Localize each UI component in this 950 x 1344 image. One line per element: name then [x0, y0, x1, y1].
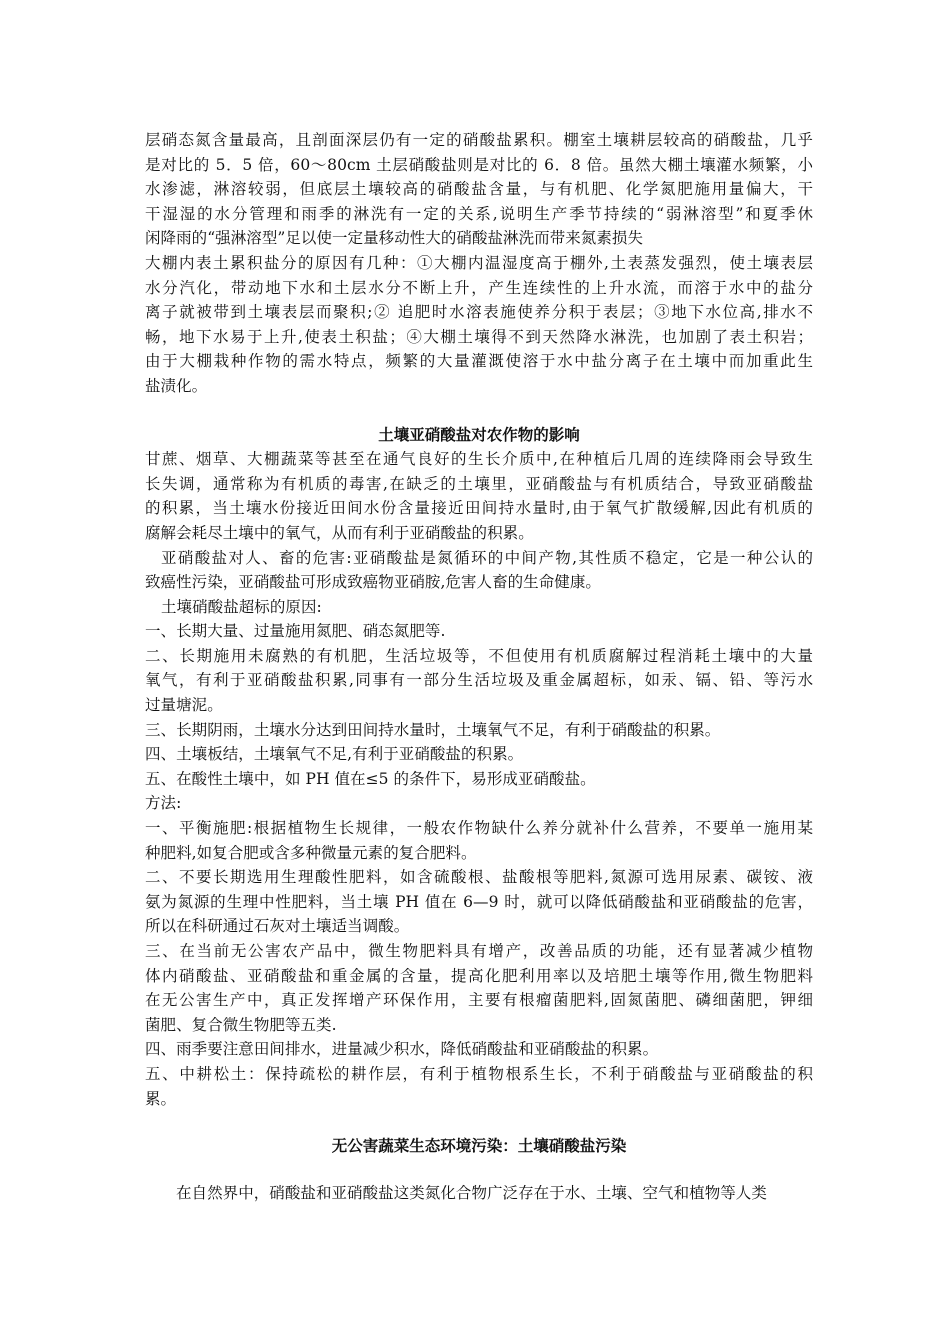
list-item: 四、土壤板结，土壤氧气不足,有利于亚硝酸盐的积累。: [145, 745, 524, 764]
list-item: 五、中耕松土：保持疏松的耕作层，有利于植物根系生长，不利于硝酸盐与亚硝酸盐的积: [145, 1064, 813, 1083]
list-causes: [145, 619, 813, 791]
text-line: 水渗滤，淋溶较弱，但底层土壤较高的硝酸盐含量，与有机肥、化学氮肥施用量偏大，干: [145, 180, 813, 199]
list-item: 一、平衡施肥:根据植物生长规律，一般农作物缺什么养分就补什么营养，不要单一施用某: [145, 819, 813, 838]
text-line: 种肥料,如复合肥或含多种微量元素的复合肥料。: [145, 843, 477, 862]
spacer: [145, 1111, 813, 1134]
text-line: 在无公害生产中，真正发挥增产环保作用，主要有根瘤菌肥料,固氮菌肥、磷细菌肥，钾细: [145, 991, 813, 1010]
text-line: 是对比的 5．5 倍，60～80cm 土层硝酸盐则是对比的 6．8 倍。虽然大棚土壤灌水频繁，小: [145, 155, 813, 174]
list-item: 一、长期大量、过量施用氮肥、硝态氮肥等.: [145, 622, 446, 641]
text-line: 氨为氮源的生理中性肥料，当土壤 PH 值在 6—9 时，就可以降低硝酸盐和亚硝酸盐的危害，: [145, 892, 813, 911]
subheading-methods: 方法:: [145, 794, 182, 813]
spacer: [145, 1159, 813, 1181]
text-line: 体内硝酸盐、亚硝酸盐和重金属的含量，提高化肥利用率以及培肥土壤等作用,微生物肥料: [145, 966, 813, 985]
text-line: 干湿湿的水分管理和雨季的淋洗有一定的关系,说明生产季节持续的“弱淋溶型”和夏季休: [145, 204, 813, 223]
list-methods: [145, 816, 813, 1111]
document-page: [145, 128, 813, 1205]
section-heading: 无公害蔬菜生态环境污染：土壤硝酸盐污染: [331, 1137, 627, 1156]
text-line: 层硝态氮含量最高，且剖面深层仍有一定的硝酸盐累积。棚室土壤耕层较高的硝酸盐，几乎: [145, 131, 813, 149]
list-item: 二、长期施用未腐熟的有机肥，生活垃圾等，不但使用有机质腐解过程消耗土壤中的大量: [145, 646, 813, 665]
list-item: 四、雨季要注意田间排水，进量减少积水，降低硝酸盐和亚硝酸盐的积累。: [145, 1040, 659, 1059]
list-item: 三、在当前无公害农产品中，微生物肥料具有增产，改善品质的功能，还有显著减少植物: [145, 942, 813, 960]
text-line: 盐渍化。: [145, 376, 208, 395]
text-line: 水分汽化，带动地下水和土层水分不断上升，产生连续性的上升水流，而溶于水中的盐分: [145, 278, 813, 297]
spacer: [145, 399, 813, 423]
text-line: 亚硝酸盐对人、畜的危害:亚硝酸盐是氮循环的中间产物,其性质不稳定，它是一种公认的: [161, 548, 813, 567]
text-line: 长失调，通常称为有机质的毒害,在缺乏的土壤里，亚硝酸盐与有机质结合，导致亚硝酸盐: [145, 474, 813, 493]
paragraph-nitrite-hazard: [145, 546, 813, 595]
text-line: 所以在科研通过石灰对土壤适当调酸。: [145, 917, 410, 936]
paragraph-soil-nitrate-pollution: [145, 1181, 813, 1206]
section-heading: 土壤亚硝酸盐对农作物的影响: [378, 425, 580, 444]
list-item: 二、不要长期选用生理酸性肥料，如含硫酸根、盐酸根等肥料,氮源可选用尿素、碳铵、液: [145, 868, 813, 887]
subheading-causes: 土壤硝酸盐超标的原因:: [161, 597, 322, 616]
text-line: 的积累，当土壤水份接近田间水份含量接近田间持水量时,由于氧气扩散缓解,因此有机质的: [145, 499, 813, 518]
text-line: 致癌性污染，亚硝酸盐可形成致癌物亚硝胺,危害人畜的生命健康。: [145, 573, 601, 592]
text-line: 甘蔗、烟草、大棚蔬菜等甚至在通气良好的生长介质中,在种植后几周的连续降雨会导致生: [145, 450, 813, 469]
text-line: 畅，地下水易于上升,使表土积盐；④大棚土壤得不到天然降水淋洗，也加剧了表土积岩；: [145, 327, 813, 346]
text-line: 在自然界中，硝酸盐和亚硝酸盐这类氮化合物广泛存在于水、土壤、空气和植物等人类: [176, 1183, 767, 1202]
text-line: 大棚内表土累积盐分的原因有几种：①大棚内温湿度高于棚外,土表蒸发强烈，使土壤表层: [145, 253, 813, 272]
text-line: 菌肥、复合微生物肥等五类.: [145, 1015, 337, 1034]
text-line: 闲降雨的“强淋溶型”足以使一定量移动性大的硝酸盐淋洗而带来氮素损失: [145, 229, 644, 248]
text-line: 氧气，有利于亚硝酸盐积累,同事有一部分生活垃圾及重金属超标，如汞、镉、铅、等污水: [145, 671, 813, 690]
text-line: 由于大棚栽种作物的需水特点，频繁的大量灌溉使溶于水中盐分离子在土壤中而加重此生: [145, 352, 813, 371]
paragraph-nitrite-effects: [145, 447, 813, 545]
text-line: 腐解会耗尽土壤中的氧气，从而有利于亚硝酸盐的积累。: [145, 523, 534, 542]
paragraph-surface-salt-causes: [145, 251, 813, 399]
text-line: 过量塘泥。: [145, 696, 223, 715]
text-line: 累。: [145, 1089, 177, 1108]
paragraph-nitrate-accumulation: [145, 128, 813, 251]
list-item: 三、长期阴雨，土壤水分达到田间持水量时，土壤氧气不足，有利于硝酸盐的积累。: [145, 720, 721, 739]
text-line: 离子就被带到土壤表层而聚积;② 追肥时水溶表施使养分积于表层；③地下水位高,排水不: [145, 303, 813, 322]
list-item: 五、在酸性土壤中，如 PH 值在≤5 的条件下，易形成亚硝酸盐。: [145, 769, 596, 788]
